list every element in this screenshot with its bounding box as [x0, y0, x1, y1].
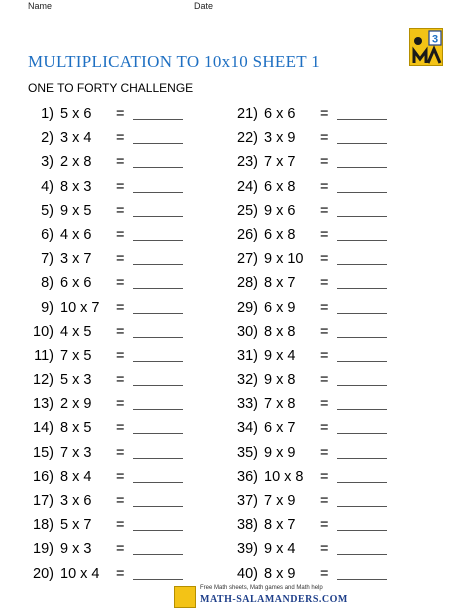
problem-row — [28, 223, 248, 247]
problem-row — [232, 199, 452, 223]
problem-row — [28, 126, 248, 150]
problems-column-right — [232, 102, 452, 586]
problem-expression: 2 x 9 — [60, 396, 92, 413]
problem-expression: 8 x 7 — [264, 517, 296, 534]
problem-number: 26) — [237, 226, 258, 243]
answer-blank[interactable] — [133, 482, 183, 483]
problem-expression: 9 x 6 — [264, 202, 296, 219]
problem-expression: 4 x 5 — [60, 323, 92, 340]
equals-sign: = — [116, 541, 125, 558]
problem-number: 23) — [237, 154, 258, 171]
answer-blank[interactable] — [337, 482, 387, 483]
problem-number: 10) — [33, 323, 54, 340]
equals-sign: = — [116, 468, 125, 485]
answer-blank[interactable] — [337, 385, 387, 386]
answer-blank[interactable] — [133, 554, 183, 555]
equals-sign: = — [320, 444, 329, 461]
answer-blank[interactable] — [133, 216, 183, 217]
equals-sign: = — [320, 106, 329, 122]
problem-expression: 10 x 8 — [264, 468, 304, 485]
answer-blank[interactable] — [133, 409, 183, 410]
problem-number: 30) — [237, 323, 258, 340]
problem-row — [28, 368, 248, 392]
problem-expression: 9 x 5 — [60, 202, 92, 219]
answer-blank[interactable] — [133, 119, 183, 120]
problem-expression: 10 x 4 — [60, 565, 100, 582]
problem-row — [232, 513, 452, 537]
answer-blank[interactable] — [337, 240, 387, 241]
problem-expression: 3 x 4 — [60, 130, 92, 147]
problem-number: 5) — [41, 202, 54, 219]
answer-blank[interactable] — [133, 579, 183, 580]
problem-row — [232, 150, 452, 174]
problem-row — [232, 392, 452, 416]
problem-row — [232, 126, 452, 150]
problem-row — [28, 416, 248, 440]
answer-blank[interactable] — [133, 458, 183, 459]
problem-row — [232, 247, 452, 271]
problem-expression: 9 x 4 — [264, 541, 296, 558]
equals-sign: = — [116, 396, 125, 413]
problem-number: 38) — [237, 517, 258, 534]
problem-expression: 6 x 6 — [60, 275, 92, 292]
answer-blank[interactable] — [337, 216, 387, 217]
page-subtitle: ONE TO FORTY CHALLENGE — [28, 81, 194, 95]
problem-row — [28, 175, 248, 199]
date-label: Date — [194, 1, 214, 11]
problem-number: 19) — [33, 541, 54, 558]
problem-expression: 5 x 7 — [60, 517, 92, 534]
problem-number: 22) — [237, 130, 258, 147]
problem-row — [28, 247, 248, 271]
equals-sign: = — [116, 493, 125, 509]
answer-blank[interactable] — [133, 506, 183, 507]
problem-row — [232, 320, 452, 344]
answer-blank[interactable] — [337, 264, 387, 265]
equals-sign: = — [116, 226, 125, 243]
equals-sign: = — [116, 444, 125, 461]
equals-sign: = — [116, 372, 125, 389]
problem-expression: 6 x 9 — [264, 299, 296, 316]
problem-row — [28, 392, 248, 416]
equals-sign: = — [116, 251, 125, 268]
problem-number: 33) — [237, 396, 258, 413]
answer-blank[interactable] — [337, 313, 387, 314]
problem-number: 25) — [237, 202, 258, 219]
equals-sign: = — [116, 154, 125, 171]
problem-expression: 8 x 9 — [264, 565, 296, 582]
equals-sign: = — [116, 565, 125, 582]
problem-row — [28, 441, 248, 465]
problem-row — [232, 489, 452, 513]
problem-row — [232, 344, 452, 368]
equals-sign: = — [116, 420, 125, 437]
problem-row — [232, 537, 452, 561]
problem-expression: 4 x 6 — [60, 226, 92, 243]
problem-number: 39) — [237, 541, 258, 558]
problem-row — [28, 296, 248, 320]
problem-row — [28, 150, 248, 174]
problem-expression: 6 x 6 — [264, 106, 296, 122]
problem-number: 2) — [41, 130, 54, 147]
answer-blank[interactable] — [133, 385, 183, 386]
problem-number: 21) — [237, 106, 258, 122]
problem-expression: 6 x 8 — [264, 178, 296, 195]
problem-expression: 9 x 3 — [60, 541, 92, 558]
answer-blank[interactable] — [133, 313, 183, 314]
problem-number: 12) — [33, 372, 54, 389]
problem-row — [28, 199, 248, 223]
problem-row — [232, 562, 452, 586]
equals-sign: = — [320, 420, 329, 437]
equals-sign: = — [116, 517, 125, 534]
equals-sign: = — [320, 226, 329, 243]
answer-blank[interactable] — [337, 409, 387, 410]
problem-expression: 7 x 8 — [264, 396, 296, 413]
problem-expression: 3 x 7 — [60, 251, 92, 268]
problem-expression: 5 x 6 — [60, 106, 92, 122]
equals-sign: = — [320, 323, 329, 340]
problem-number: 36) — [237, 468, 258, 485]
equals-sign: = — [320, 396, 329, 413]
problem-expression: 5 x 3 — [60, 372, 92, 389]
problem-row — [28, 271, 248, 295]
problem-expression: 3 x 6 — [60, 493, 92, 509]
answer-blank[interactable] — [337, 458, 387, 459]
problem-row — [232, 368, 452, 392]
problem-row — [28, 513, 248, 537]
problem-number: 32) — [237, 372, 258, 389]
problem-expression: 2 x 8 — [60, 154, 92, 171]
problem-number: 11) — [34, 347, 54, 364]
problem-expression: 7 x 7 — [264, 154, 296, 171]
answer-blank[interactable] — [133, 264, 183, 265]
answer-blank[interactable] — [133, 433, 183, 434]
problem-expression: 7 x 9 — [264, 493, 296, 509]
problem-number: 3) — [41, 154, 54, 171]
footer-brand: MATH-SALAMANDERS.COM — [200, 594, 348, 605]
logo-digit: 3 — [431, 33, 439, 46]
answer-blank[interactable] — [133, 167, 183, 168]
equals-sign: = — [320, 299, 329, 316]
problem-expression: 3 x 9 — [264, 130, 296, 147]
answer-blank[interactable] — [337, 361, 387, 362]
salamander-logo-icon — [409, 28, 443, 66]
page-title: MULTIPLICATION TO 10x10 SHEET 1 — [28, 52, 321, 71]
answer-blank[interactable] — [337, 530, 387, 531]
problem-row — [232, 223, 452, 247]
problem-row — [28, 344, 248, 368]
equals-sign: = — [320, 251, 329, 268]
problem-row — [28, 489, 248, 513]
problem-expression: 8 x 4 — [60, 468, 92, 485]
problem-expression: 10 x 7 — [60, 299, 100, 316]
equals-sign: = — [320, 517, 329, 534]
problem-expression: 6 x 7 — [264, 420, 296, 437]
problem-expression: 6 x 8 — [264, 226, 296, 243]
problem-expression: 8 x 5 — [60, 420, 92, 437]
problem-row — [28, 562, 248, 586]
problem-number: 31) — [237, 347, 258, 364]
footer — [174, 584, 348, 610]
problem-expression: 9 x 8 — [264, 372, 296, 389]
answer-blank[interactable] — [133, 143, 183, 144]
problem-row — [232, 102, 452, 126]
problem-expression: 8 x 8 — [264, 323, 296, 340]
problem-number: 27) — [237, 251, 258, 268]
equals-sign: = — [116, 202, 125, 219]
problem-number: 1) — [41, 106, 54, 122]
problem-expression: 8 x 3 — [60, 178, 92, 195]
problem-expression: 9 x 4 — [264, 347, 296, 364]
problem-number: 29) — [237, 299, 258, 316]
problem-expression: 8 x 7 — [264, 275, 296, 292]
problems-column-left — [28, 102, 248, 586]
equals-sign: = — [320, 275, 329, 292]
equals-sign: = — [116, 323, 125, 340]
problem-number: 37) — [237, 493, 258, 509]
equals-sign: = — [320, 565, 329, 582]
problem-row — [232, 175, 452, 199]
answer-blank[interactable] — [337, 119, 387, 120]
problem-number: 35) — [237, 444, 258, 461]
problem-number: 14) — [33, 420, 54, 437]
answer-blank[interactable] — [337, 554, 387, 555]
answer-blank[interactable] — [133, 240, 183, 241]
equals-sign: = — [320, 372, 329, 389]
answer-blank[interactable] — [337, 288, 387, 289]
answer-blank[interactable] — [337, 337, 387, 338]
equals-sign: = — [320, 493, 329, 509]
problem-expression: 9 x 10 — [264, 251, 304, 268]
equals-sign: = — [116, 130, 125, 147]
problem-number: 15) — [33, 444, 54, 461]
problem-expression: 7 x 5 — [60, 347, 92, 364]
problem-row — [232, 271, 452, 295]
problem-number: 34) — [237, 420, 258, 437]
problem-expression: 7 x 3 — [60, 444, 92, 461]
equals-sign: = — [320, 130, 329, 147]
problem-number: 13) — [33, 396, 54, 413]
answer-blank[interactable] — [133, 530, 183, 531]
answer-blank[interactable] — [337, 433, 387, 434]
problem-number: 4) — [41, 178, 54, 195]
problem-row — [232, 441, 452, 465]
equals-sign: = — [320, 347, 329, 364]
problem-number: 28) — [237, 275, 258, 292]
equals-sign: = — [320, 468, 329, 485]
problem-number: 16) — [33, 468, 54, 485]
problem-number: 7) — [41, 251, 54, 268]
problem-number: 8) — [41, 275, 54, 292]
problem-number: 6) — [41, 226, 54, 243]
problem-row — [28, 537, 248, 561]
problem-row — [232, 465, 452, 489]
answer-blank[interactable] — [133, 337, 183, 338]
problem-row — [28, 465, 248, 489]
problem-row — [232, 416, 452, 440]
equals-sign: = — [320, 178, 329, 195]
equals-sign: = — [116, 347, 125, 364]
answer-blank[interactable] — [337, 192, 387, 193]
problem-number: 17) — [33, 493, 54, 509]
answer-blank[interactable] — [337, 143, 387, 144]
equals-sign: = — [116, 178, 125, 195]
problem-row — [28, 102, 248, 126]
problem-expression: 9 x 9 — [264, 444, 296, 461]
name-label: Name — [28, 1, 53, 11]
equals-sign: = — [320, 202, 329, 219]
answer-blank[interactable] — [337, 579, 387, 580]
problem-row — [28, 320, 248, 344]
answer-blank[interactable] — [133, 361, 183, 362]
answer-blank[interactable] — [133, 192, 183, 193]
problem-row — [232, 296, 452, 320]
answer-blank[interactable] — [337, 506, 387, 507]
footer-tagline: Free Math sheets, Math games and Math help — [200, 585, 323, 591]
footer-logo-icon — [174, 586, 196, 608]
equals-sign: = — [320, 541, 329, 558]
problem-number: 24) — [237, 178, 258, 195]
equals-sign: = — [116, 275, 125, 292]
problem-number: 9) — [41, 299, 54, 316]
equals-sign: = — [116, 106, 125, 122]
problem-number: 18) — [33, 517, 54, 534]
equals-sign: = — [116, 299, 125, 316]
answer-blank[interactable] — [133, 288, 183, 289]
answer-blank[interactable] — [337, 167, 387, 168]
problem-number: 40) — [237, 565, 258, 582]
equals-sign: = — [320, 154, 329, 171]
problem-number: 20) — [33, 565, 54, 582]
